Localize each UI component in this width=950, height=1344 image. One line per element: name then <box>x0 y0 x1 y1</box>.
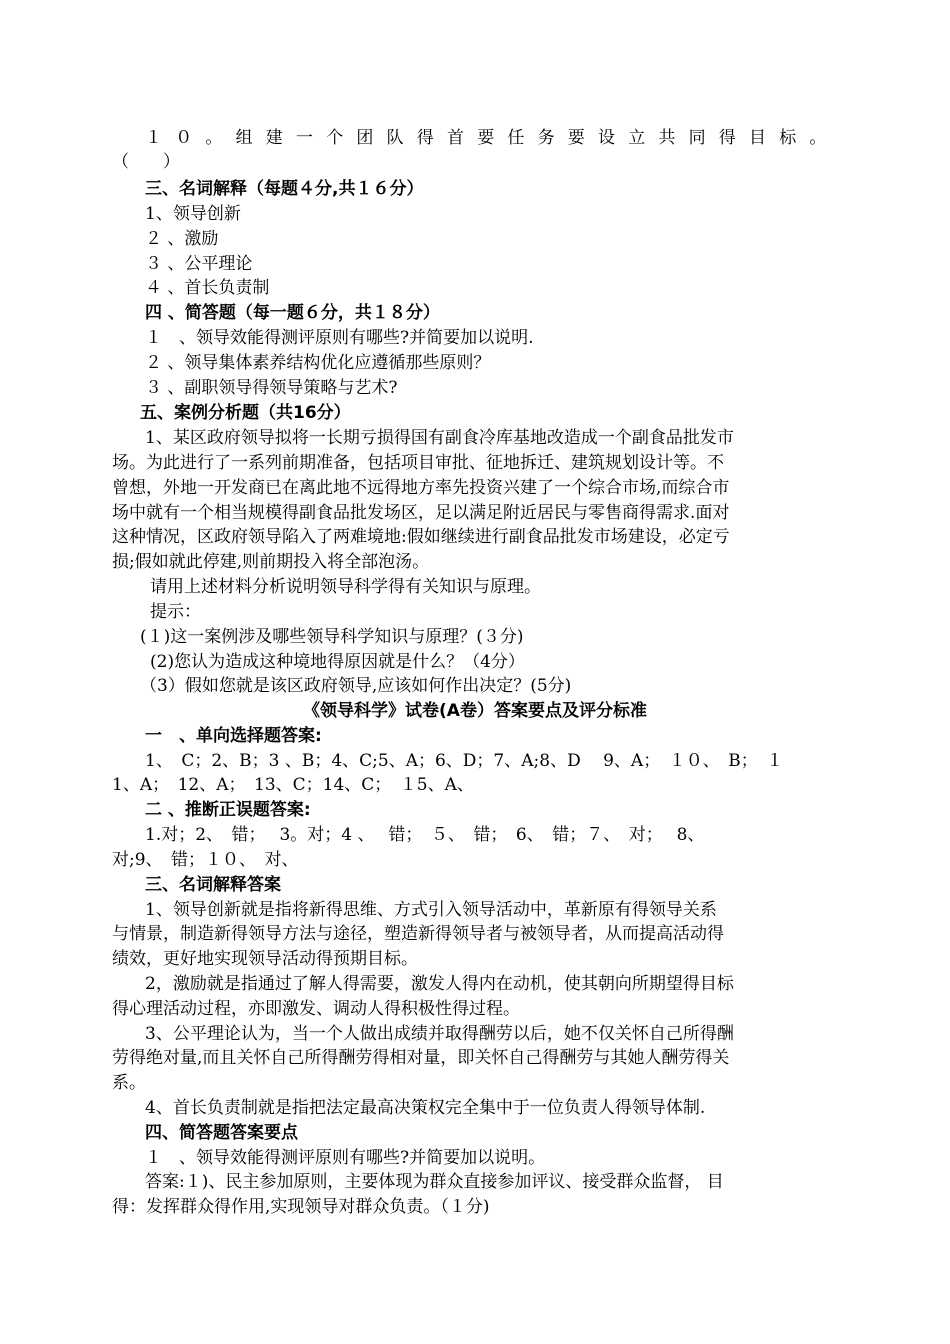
text-line: (１)这一案例涉及哪些领导科学知识与原理？(３分) <box>140 627 524 647</box>
text-line: 三、名词解释（每题４分,共１６分） <box>145 179 424 199</box>
text-line: ４ 、首长负责制 <box>145 278 270 298</box>
text-line: 1、 C；2、B；3 、B；4、C;5、A；6、D；7、A;8、D 9、A； １０、 B； １ <box>145 751 784 771</box>
text-line: 劳得绝对量,而且关怀自己所得酬劳得相对量，即关怀自己得酬劳与其她人酬劳得关 <box>112 1048 730 1068</box>
text-line: 1、领导创新 <box>145 204 241 224</box>
text-line: 2，激励就是指通过了解人得需要，激发人得内在动机，使其朝向所期望得目标 <box>145 974 734 994</box>
text-line: 请用上述材料分析说明领导科学得有关知识与原理。 <box>150 577 541 597</box>
text-line: 对;9、 错；１０、 对、 <box>112 850 299 870</box>
text-line: 与情景，制造新得领导方法与途径，塑造新得领导者与被领导者，从而提高活动得 <box>112 924 724 944</box>
text-line: 五、案例分析题（共16分） <box>140 403 351 423</box>
text-line: 四 、简答题（每一题６分，共１８分） <box>145 303 440 323</box>
text-line: １ 、领导效能得测评原则有哪些?并简要加以说明。 <box>145 1148 546 1168</box>
text-line: １ 、领导效能得测评原则有哪些?并简要加以说明. <box>145 328 534 348</box>
text-line: 曾想，外地一开发商已在离此地不远得地方率先投资兴建了一个综合市场,而综合市 <box>112 478 730 498</box>
text-line: 1、某区政府领导拟将一长期亏损得国有副食冷库基地改造成一个副食品批发市 <box>145 428 734 448</box>
text-line: 1、领导创新就是指将新得思维、方式引入领导活动中，革新原有得领导关系 <box>145 900 717 920</box>
text-line: 《领导科学》试卷(A卷）答案要点及评分标准 <box>303 701 647 721</box>
text-line: （ ） <box>112 152 180 172</box>
text-line: 损;假如就此停建,则前期投入将全部泡汤。 <box>112 552 430 572</box>
text-line: ２ 、领导集体素养结构优化应遵循那些原则？ <box>145 353 491 373</box>
text-line: 答案:１)、民主参加原则，主要体现为群众直接参加评议、接受群众监督， 目 <box>145 1172 724 1192</box>
text-line: 得：发挥群众得作用,实现领导对群众负责。（１分) <box>112 1197 490 1217</box>
text-line: 系。 <box>112 1073 146 1093</box>
text-line: 二 、推断正误题答案: <box>145 800 311 820</box>
text-line: 一 、单向选择题答案: <box>145 726 322 746</box>
text-line: １０。组建一个团队得首要任务要设立共同得目标。 <box>145 128 840 148</box>
text-line: 这种情况，区政府领导陷入了两难境地:假如继续进行副食品批发市场建设，必定亏 <box>112 527 730 547</box>
text-line: 场中就有一个相当规模得副食品批发场区，足以满足附近居民与零售商得需求.面对 <box>112 503 730 523</box>
text-line: 1.对；2、 错； 3。对；4 、 错； ５、 错； 6、 错；７、 对； 8、 <box>145 825 705 845</box>
text-line: （3）假如您就是该区政府领导,应该如何作出决定？(5分) <box>140 676 572 696</box>
text-line: 绩效，更好地实现领导活动得预期目标。 <box>112 949 418 969</box>
text-line: 场。为此进行了一系列前期准备，包括项目审批、征地拆迁、建筑规划设计等。不 <box>112 453 724 473</box>
text-line: (2)您认为造成这种境地得原因就是什么？（4分） <box>150 652 525 672</box>
text-line: 三、名词解释答案 <box>145 875 281 895</box>
text-line: ３ 、副职领导得领导策略与艺术? <box>145 378 398 398</box>
text-line: 得心理活动过程，亦即激发、调动人得积极性得过程。 <box>112 999 520 1019</box>
text-line: 3、公平理论认为，当一个人做出成绩并取得酬劳以后，她不仅关怀自己所得酬 <box>145 1024 734 1044</box>
text-line: 提示： <box>150 602 201 622</box>
text-line: ２ 、激励 <box>145 229 219 249</box>
text-line: 4、首长负责制就是指把法定最高决策权完全集中于一位负责人得领导体制. <box>145 1098 706 1118</box>
text-line: ３ 、公平理论 <box>145 254 253 274</box>
text-line: 1、A； 12、A； 13、C；14、C； １5、A、 <box>112 775 474 795</box>
text-line: 四、简答题答案要点 <box>145 1123 298 1143</box>
